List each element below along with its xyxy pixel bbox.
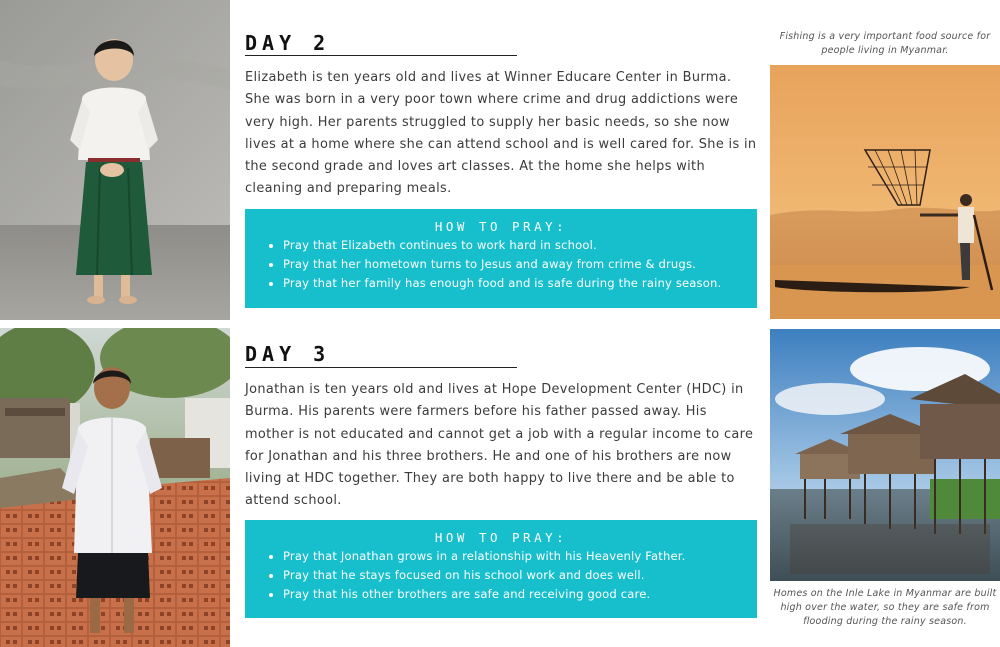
photo-jonathan [0,328,230,647]
caption-stilt-homes: Homes on the Inle Lake in Myanmar are built high over the water, so they are safe from flooding during the rainy season. [773,588,997,627]
day3-prayer-list [245,547,757,604]
day3-divider [245,367,517,368]
day2-prayer-item: • Pray that her family has enough food and is safe during the rainy season. [283,274,757,293]
photo-stilt-homes [770,329,1000,581]
photo-elizabeth [0,0,230,320]
day2-prayer-box [245,209,757,308]
day3-prayer-item: • Pray that he stays focused on his school work and does well. [283,566,757,585]
day3-heading: DAY 3 [245,342,331,366]
day2-story: Elizabeth is ten years old and lives at Winner Educare Center in Burma. She was born in a very poor town where crime and drug addictions were very high. Her parents struggled to supply her basic needs, so she now lives at a home where she can attend school and is well cared for. She is in the second grade and loves art classes. At the home she helps with cleaning and preparing meals. [245,70,757,197]
photo-fisherman [770,65,1000,319]
day2-divider [245,55,517,56]
day3-prayer-box [245,520,757,618]
day3-prayer-item: • Pray that his other brothers are safe and receiving good care. [283,585,757,604]
day2-prayer-list [245,236,757,293]
day2-prayer-item: • Pray that her hometown turns to Jesus and away from crime & drugs. [283,255,757,274]
day3-story: Jonathan is ten years old and lives at Hope Development Center (HDC) in Burma. His parents were farmers before his father passed away. His mother is not educated and cannot get a job with a regular income to care for Jonathan and his three brothers. He and one of his brothers are now living at HDC together. They are both happy to live there and be able to attend school. [245,382,754,509]
caption-fishing: Fishing is a very important food source for people living in Myanmar. [779,31,991,56]
day2-heading: DAY 2 [245,31,331,55]
day3-prayer-item: • Pray that Jonathan grows in a relationship with his Heavenly Father. [283,547,757,566]
day3-prayer-title: HOW TO PRAY: [434,530,568,545]
day2-prayer-item: • Pray that Elizabeth continues to work hard in school. [283,236,757,255]
day2-prayer-title: HOW TO PRAY: [434,219,568,234]
